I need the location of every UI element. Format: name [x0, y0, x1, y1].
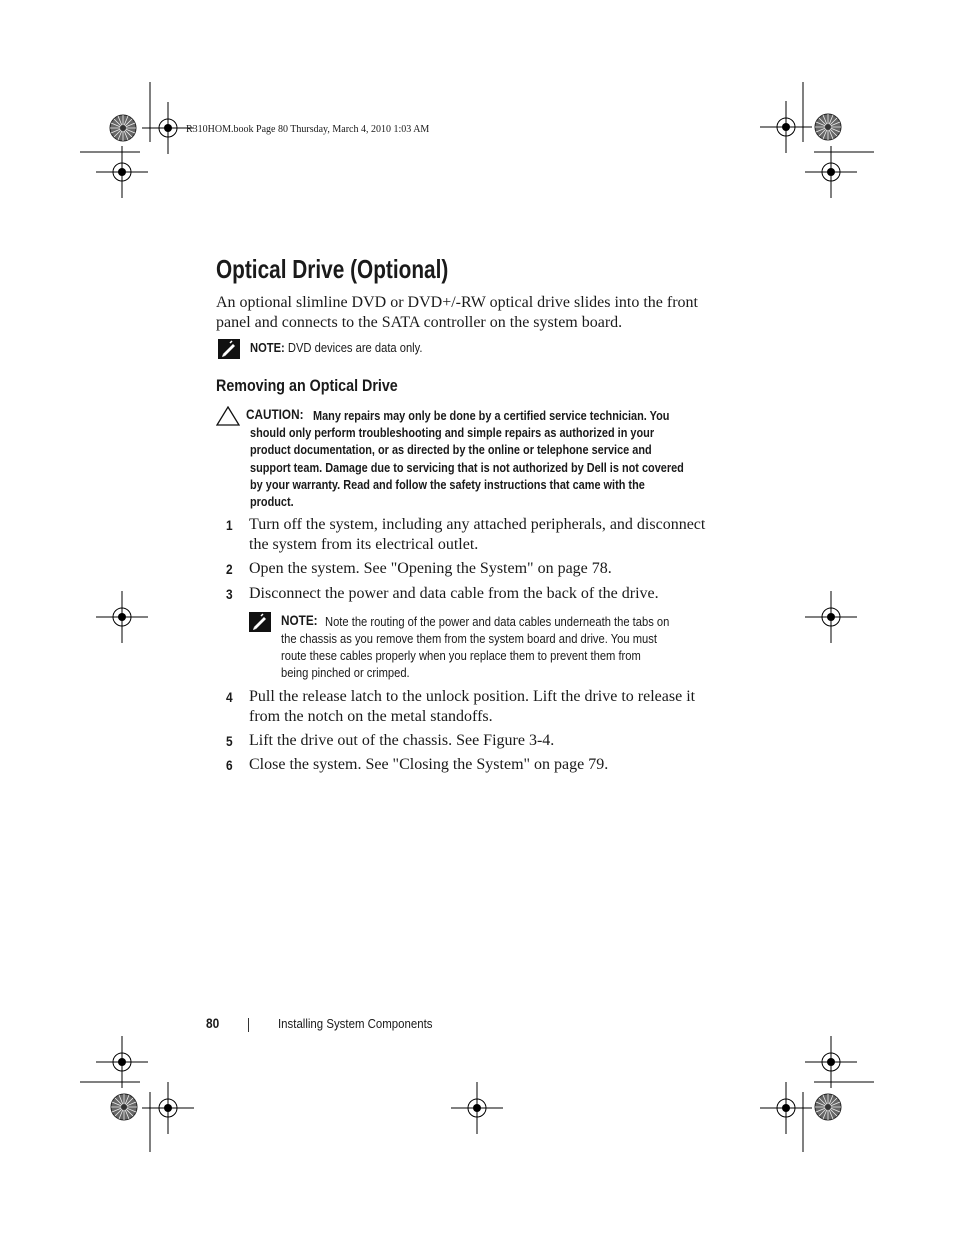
- caution-line: product.: [250, 494, 294, 509]
- note-pencil-icon: [218, 339, 240, 359]
- note-pencil-icon: [249, 612, 271, 632]
- step-text: Lift the drive out of the chassis. See Figure 3-4.: [249, 732, 555, 749]
- footer-section: Installing System Components: [278, 1016, 433, 1031]
- step-text: Turn off the system, including any attached peripherals, and disconnect the system from its electrical outlet.: [249, 516, 706, 553]
- print-slug: R310HOM.book Page 80 Thursday, March 4, 2010 1:03 AM: [186, 124, 430, 135]
- caution-label: CAUTION:: [246, 406, 304, 422]
- caution-line: should only perform troubleshooting and simple repairs as authorized in your: [250, 425, 655, 440]
- section-heading: Removing an Optical Drive: [216, 376, 398, 395]
- note-line: being pinched or crimped.: [281, 665, 410, 680]
- step-text: Open the system. See "Opening the System" on page 78.: [249, 560, 612, 577]
- caution-line: product documentation, or as directed by the online or telephone service and: [250, 442, 652, 457]
- caution-line: Many repairs may only be done by a certified service technician. You: [313, 408, 670, 423]
- note-line: the chassis as you remove them from the system board and drive. You must: [281, 631, 657, 646]
- step-number: 3: [226, 586, 233, 602]
- step-number: 6: [226, 757, 233, 773]
- step-number: 4: [226, 689, 233, 705]
- page-title: Optical Drive (Optional): [216, 254, 449, 284]
- caution-line: by your warranty. Read and follow the safety instructions that came with the: [250, 477, 645, 492]
- step-number: 5: [226, 733, 233, 749]
- intro-paragraph: An optional slimline DVD or DVD+/-RW optical drive slides into the front panel and connects to the SATA controller on the system board.: [216, 294, 698, 331]
- note-label: NOTE:: [250, 340, 285, 355]
- footer-divider: [248, 1018, 249, 1032]
- caution-line: support team. Damage due to servicing that is not authorized by Dell is not covered: [250, 460, 684, 475]
- step-text: Disconnect the power and data cable from the back of the drive.: [249, 585, 659, 602]
- step-text: Pull the release latch to the unlock position. Lift the drive to release it from the notch on the metal standoffs.: [249, 688, 696, 725]
- step-text: Close the system. See "Closing the System" on page 79.: [249, 756, 609, 773]
- caution-triangle-icon: [216, 406, 240, 426]
- note-text: DVD devices are data only.: [284, 340, 423, 355]
- page-number: 80: [206, 1015, 220, 1031]
- note-label: NOTE:: [281, 612, 318, 628]
- note-line: route these cables properly when you replace them to prevent them from: [281, 648, 641, 663]
- note-line: Note the routing of the power and data cables underneath the tabs on: [325, 614, 670, 629]
- note-dvd: [250, 340, 423, 355]
- step-number: 1: [226, 517, 233, 533]
- step-number: 2: [226, 561, 233, 577]
